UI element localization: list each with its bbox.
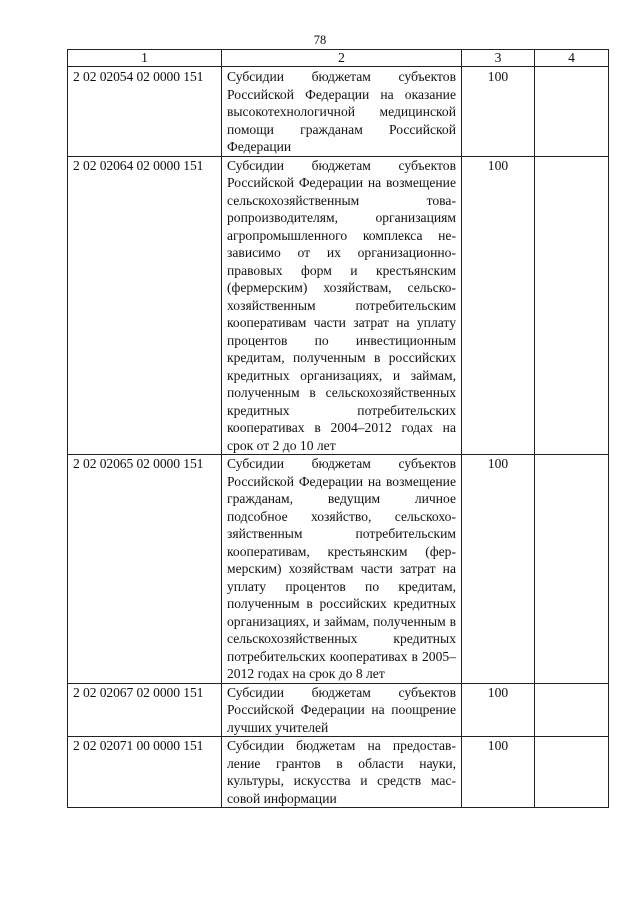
budget-description: Субсидии бюджетам субъектов Российской Федерации на оказание высокотехнологичной медицинской помощи гражданам Российской Федерации xyxy=(222,67,462,157)
budget-extra xyxy=(535,67,609,157)
budget-code: 2 02 02071 00 0000 151 xyxy=(68,737,222,808)
budget-value: 100 xyxy=(462,455,535,684)
budget-extra xyxy=(535,683,609,737)
budget-value: 100 xyxy=(462,737,535,808)
column-header-4: 4 xyxy=(535,50,609,67)
budget-value: 100 xyxy=(462,67,535,157)
budget-description: Субсидии бюджетам субъектов Российской Федерации на возмещение гражданам, ведущим личное подсобное хозяйство, сельскохозяйственным потребительским кооперативам, крестьянским (фермерским) хозяйствам части затрат на уплату процентов по кредитам, полученным в российских кредитных организациях, и займам, полученным в сельскохозяйственных кредитных потребительских кооперативах в 2005–2012 годах на срок до 8 лет xyxy=(222,455,462,684)
table-header-row xyxy=(68,50,609,67)
page-number: 78 xyxy=(313,33,327,47)
column-header-1: 1 xyxy=(68,50,222,67)
table-row xyxy=(68,737,609,808)
budget-extra xyxy=(535,455,609,684)
table-row xyxy=(68,67,609,157)
budget-code: 2 02 02054 02 0000 151 xyxy=(68,67,222,157)
column-header-2: 2 xyxy=(222,50,462,67)
budget-extra xyxy=(535,737,609,808)
budget-value: 100 xyxy=(462,683,535,737)
column-header-3: 3 xyxy=(462,50,535,67)
budget-code: 2 02 02065 02 0000 151 xyxy=(68,455,222,684)
table-row xyxy=(68,455,609,684)
table-row xyxy=(68,683,609,737)
budget-description: Субсидии бюджетам на предоставление грантов в области науки, культуры, искусства и средств массовой информации xyxy=(222,737,462,808)
table-row xyxy=(68,156,609,455)
budget-extra xyxy=(535,156,609,455)
budget-description: Субсидии бюджетам субъектов Российской Федерации на поощрение лучших учителей xyxy=(222,683,462,737)
budget-code: 2 02 02064 02 0000 151 xyxy=(68,156,222,455)
budget-value: 100 xyxy=(462,156,535,455)
budget-code: 2 02 02067 02 0000 151 xyxy=(68,683,222,737)
budget-description: Субсидии бюджетам субъектов Российской Федерации на возмещение сельскохозяйственным товаропроизводителям, организациям агропромышленного комплекса независимо от их организационно-правовых форм и крестьянским (фермерским) хозяйствам, сельскохозяйственным потребительским кооперативам части затрат на уплату процентов по инвестиционным кредитам, полученным в российских кредитных организациях, и займам, полученным в сельскохозяйственных кредитных потребительских кооперативах в 2004–2012 годах на срок от 2 до 10 лет xyxy=(222,156,462,455)
budget-table xyxy=(67,49,609,808)
